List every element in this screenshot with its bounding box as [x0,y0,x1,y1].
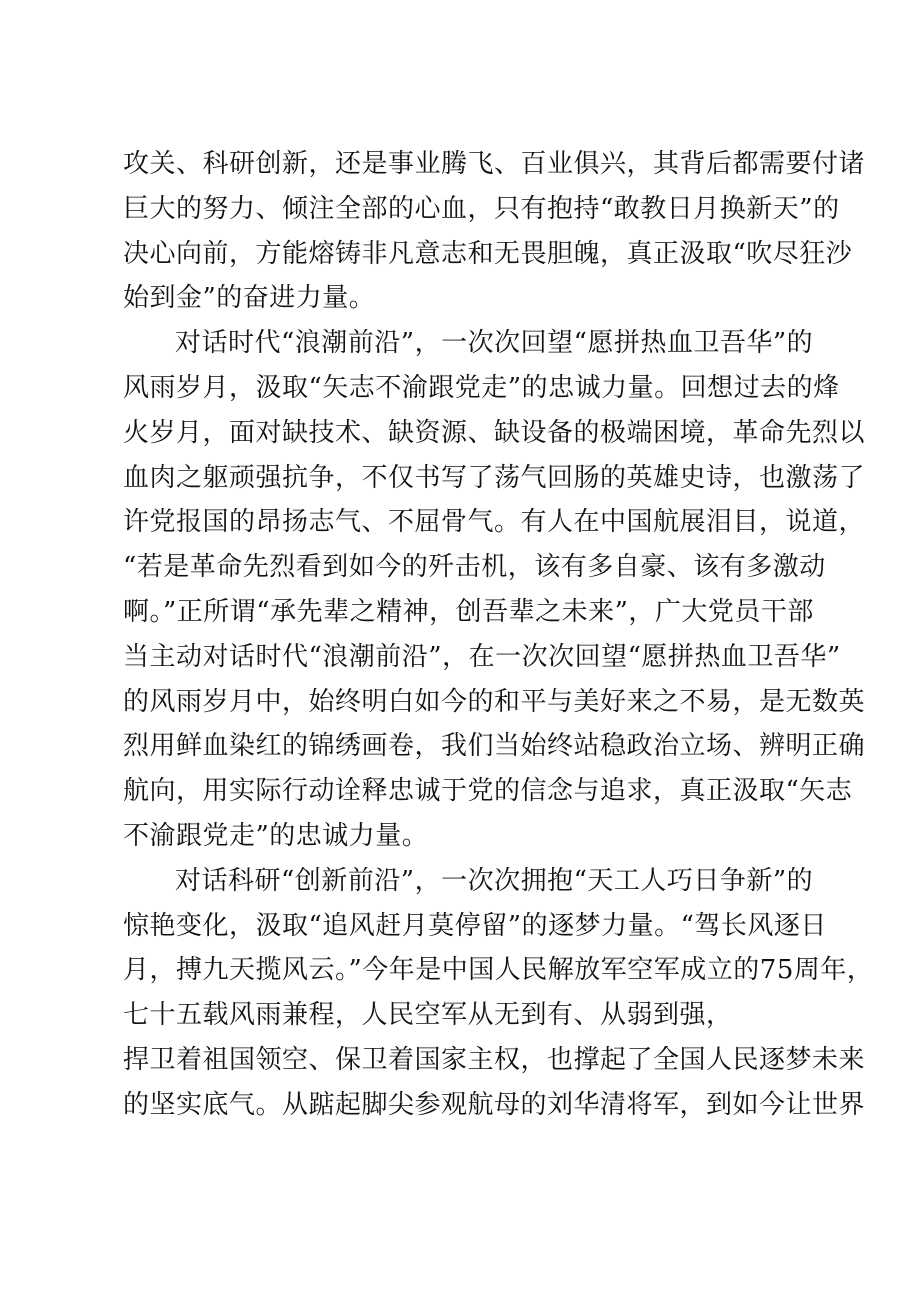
text-line: 火岁月，面对缺技术、缺资源、缺设备的极端困境，革命先烈以 [123,417,866,448]
text-line: 捍卫着祖国领空、保卫着国家主权，也撑起了全国人民逐梦未来 [123,1044,866,1075]
text-line: 的坚实底气。从踮起脚尖参观航母的刘华清将军，到如今让世界 [123,1089,866,1120]
text-line: 对话科研“创新前沿”，一次次拥抱“天工人巧日争新”的 [175,865,814,896]
paragraph-1 [123,142,866,321]
text-line: 血肉之躯顽强抗争，不仅书写了荡气回肠的英雄史诗，也激荡了 [123,462,866,493]
text-line: 攻关、科研创新，还是事业腾飞、百业俱兴，其背后都需要付诸 [123,149,866,179]
text-line: 航向，用实际行动诠释忠诚于党的信念与追求，真正汲取“矢志 [123,776,853,807]
text-line: 对话时代“浪潮前沿”，一次次回望“愿拼热血卫吾华”的 [175,328,814,359]
text-line: 决心向前，方能熔铸非凡意志和无畏胆魄，真正汲取“吹尽狂沙 [123,238,853,269]
text-line: 月，搏九天揽风云。”今年是中国人民解放军空军成立的75周年， [123,955,874,986]
text-line: 惊艳变化，汲取“追风赶月莫停留”的逐梦力量。“驾长风逐日 [123,910,827,941]
text-line: 七十五载风雨兼程，人民空军从无到有、从弱到强， [123,1000,733,1031]
text-line: 啊。”正所谓“承先辈之精神，创吾辈之未来”，广大党员干部 [123,596,814,627]
document-body [123,142,874,1128]
text-line: 的风雨岁月中，始终明白如今的和平与美好来之不易，是无数英 [123,686,866,717]
text-line: 许党报国的昂扬志气、不屈骨气。有人在中国航展泪目，说道， [123,507,866,538]
text-line: 风雨岁月，汲取“矢志不渝跟党走”的忠诚力量。回想过去的烽 [123,372,840,403]
text-line: 当主动对话时代“浪潮前沿”，在一次次回望“愿拼热血卫吾华” [123,641,841,672]
text-line: 烈用鲜血染红的锦绣画卷，我们当始终站稳政治立场、辨明正确 [123,731,866,762]
text-line: 不渝跟党走”的忠诚力量。 [123,820,429,851]
paragraph-2 [123,321,866,859]
text-line: 始到金”的奋进力量。 [123,283,376,314]
text-line: “若是革命先烈看到如今的歼击机，该有多自豪、该有多激动 [123,552,826,583]
text-line: 巨大的努力、倾注全部的心血，只有抱持“敢教日月换新天”的 [123,193,840,224]
paragraph-3 [123,859,874,1128]
